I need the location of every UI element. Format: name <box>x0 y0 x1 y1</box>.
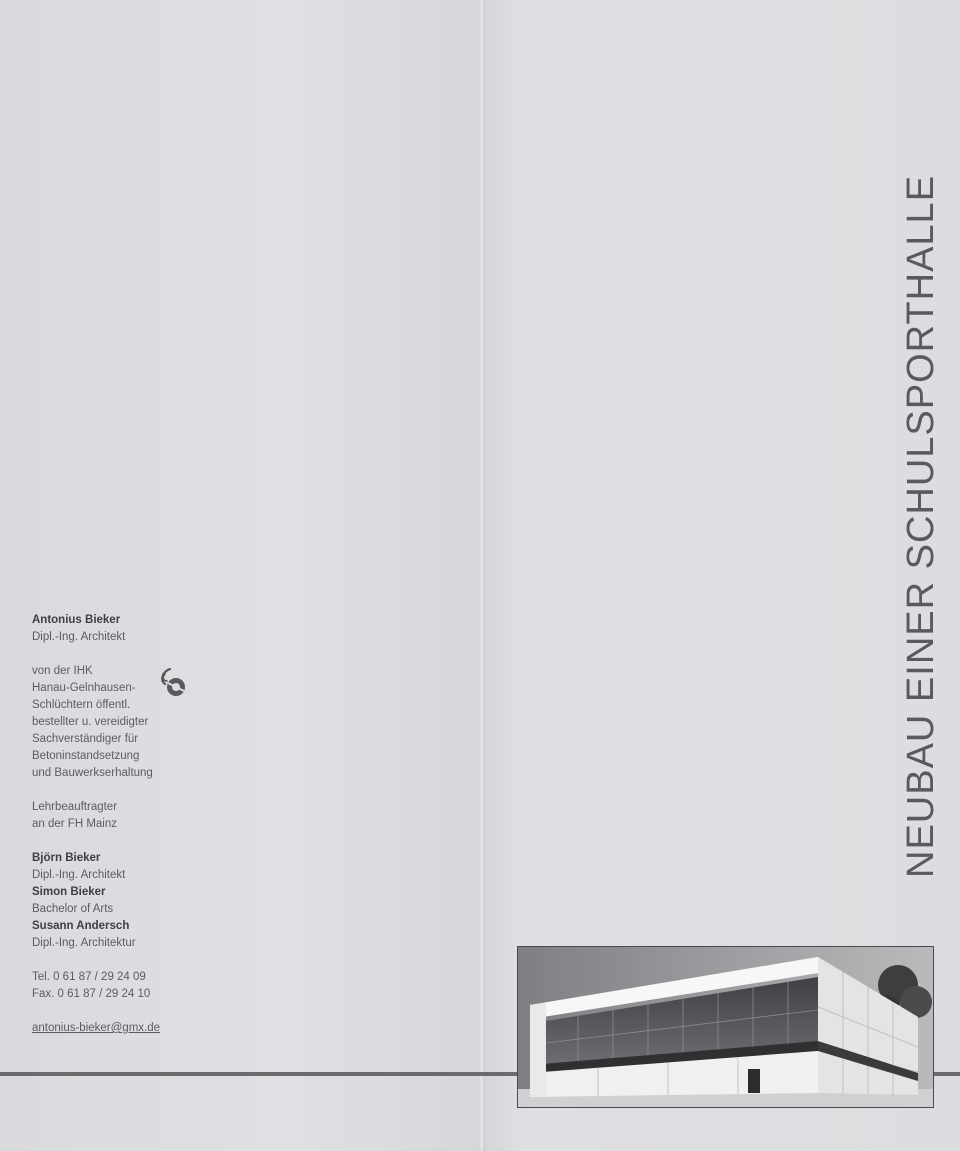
ihk-seal-icon <box>156 666 190 698</box>
ihk-line: von der IHK <box>32 665 93 677</box>
cover-title: NEUBAU EINER SCHULSPORTHALLE <box>900 174 942 878</box>
ihk-line: Sachverständiger für <box>32 733 139 745</box>
ihk-line: und Bauwerkserhaltung <box>32 767 153 779</box>
ihk-line: Betoninstandsetzung <box>32 750 140 762</box>
team-name: Simon Bieker <box>32 886 106 898</box>
team-name: Björn Bieker <box>32 852 101 864</box>
ihk-line: Hanau-Gelnhausen- <box>32 682 136 694</box>
email-link[interactable]: antonius-bieker@gmx.de <box>32 1022 161 1034</box>
ihk-line: bestellter u. vereidigter <box>32 716 149 728</box>
lecturer-line: Lehrbeauftragter <box>32 801 118 813</box>
team-title: Dipl.-Ing. Architektur <box>32 937 136 949</box>
sports-hall-rendering <box>517 946 934 1108</box>
fold-crease <box>479 0 485 1151</box>
phone-number: Tel. 0 61 87 / 29 24 09 <box>32 971 146 983</box>
ihk-line: Schlüchtern öffentl. <box>32 699 131 711</box>
lecturer-line: an der FH Mainz <box>32 818 118 830</box>
contact-title-antonius: Dipl.-Ing. Architekt <box>32 631 126 643</box>
team-name: Susann Andersch <box>32 920 130 932</box>
team-title: Bachelor of Arts <box>32 903 114 915</box>
team-title: Dipl.-Ing. Architekt <box>32 869 126 881</box>
contact-name-antonius: Antonius Bieker <box>32 614 121 626</box>
fax-number: Fax. 0 61 87 / 29 24 10 <box>32 988 151 1000</box>
contact-block <box>32 612 272 1037</box>
